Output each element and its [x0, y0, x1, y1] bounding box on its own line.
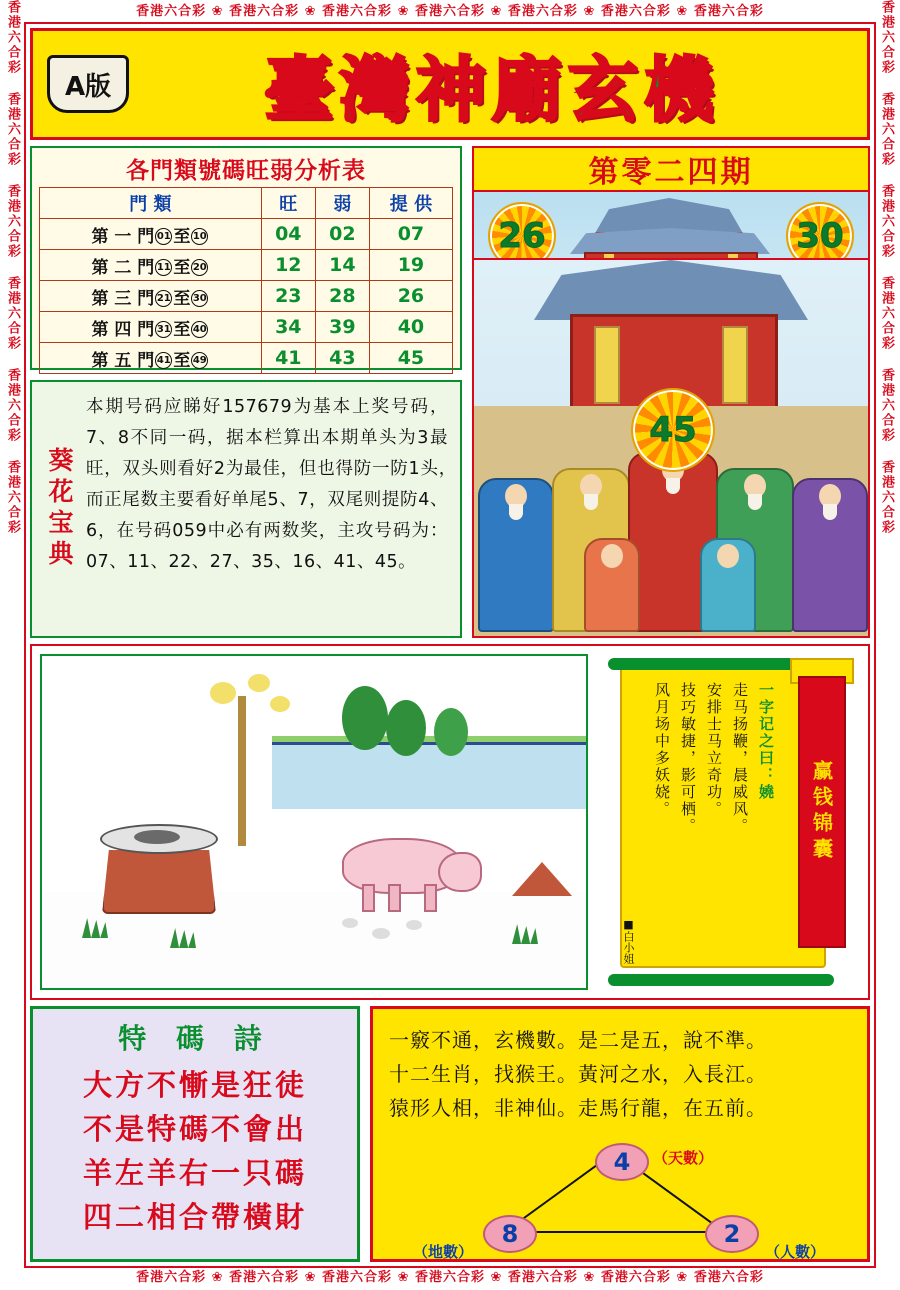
- marquee-left-text: 香港六合彩 香港六合彩 香港六合彩 香港六合彩 香港六合彩 香港六合彩: [5, 0, 20, 535]
- range-joiner: 至: [173, 226, 191, 247]
- cell-tigong: 07: [369, 219, 452, 250]
- temple-plaque-right: [722, 326, 748, 404]
- marquee-top: 香港六合彩 ❀ 香港六合彩 ❀ 香港六合彩 ❀ 香港六合彩 ❀ 香港六合彩 ❀ 香港六合彩 ❀ 香港六合彩: [0, 2, 900, 22]
- issue-label: 第零二四期: [588, 155, 754, 190]
- tree-foliage-icon: [434, 708, 468, 756]
- range-joiner: 至: [173, 319, 191, 340]
- triangle-right-label: （人數）: [765, 1243, 826, 1261]
- table-row: [40, 312, 453, 343]
- range-to: 10: [191, 228, 208, 245]
- scroll-line-3: 安排士马立奇功。: [705, 682, 723, 818]
- scroll-line-5: 风月场中多妖娆。: [653, 682, 671, 818]
- coin-value: 45: [649, 410, 697, 450]
- range-from: 11: [155, 259, 172, 276]
- range-joiner: 至: [173, 257, 191, 278]
- tree-foliage-icon: [342, 686, 388, 750]
- deity-beard: [584, 494, 598, 510]
- child-face: [717, 544, 739, 568]
- range-from: 21: [155, 290, 172, 307]
- cell-ruo: 02: [315, 219, 369, 250]
- scroll-line-1: 一字记之曰：嬈: [757, 682, 775, 801]
- cell-ruo: 43: [315, 343, 369, 374]
- rock-icon: [512, 862, 572, 896]
- sunflower-textbox: [30, 380, 466, 638]
- cell-wang: 34: [261, 312, 315, 343]
- deity-beard: [748, 494, 762, 510]
- triangle-top-number: 4: [595, 1143, 649, 1181]
- blossom-icon: [270, 696, 290, 712]
- special-poem-line: 羊左羊右一只碼: [82, 1156, 307, 1190]
- pig-leg-icon: [388, 884, 401, 912]
- title-banner: [30, 28, 870, 140]
- stone-icon: [342, 918, 358, 928]
- scroll-poem: [626, 682, 776, 950]
- scroll-signature: ■白小姐: [622, 918, 635, 964]
- well-hole-icon: [134, 830, 180, 844]
- col-wang: 旺: [261, 188, 315, 219]
- verse-line: 十二生肖，找猴王。黃河之水，入長江。: [389, 1062, 767, 1086]
- page-title: 臺灣神廟玄機: [264, 48, 720, 131]
- category-label: 第 四 門: [91, 319, 155, 340]
- child-figure: [584, 538, 640, 632]
- pig-illustration: [40, 654, 588, 990]
- cell-category: [40, 312, 262, 343]
- pig-head-icon: [438, 852, 482, 892]
- special-code-poem-panel: [30, 1006, 360, 1262]
- child-face: [601, 544, 623, 568]
- cell-category: [40, 343, 262, 374]
- temple-plaque-left: [594, 326, 620, 404]
- river-water: [272, 742, 588, 809]
- temple-illustration-lower: [472, 258, 870, 638]
- col-ruo: 弱: [315, 188, 369, 219]
- cell-tigong: 40: [369, 312, 452, 343]
- deity-figure: [792, 478, 868, 632]
- cell-wang: 41: [261, 343, 315, 374]
- range-to: 40: [191, 321, 208, 338]
- table-header-row: [40, 188, 453, 219]
- triangle-left-number: 8: [483, 1215, 537, 1253]
- sunflower-panel: [30, 380, 466, 638]
- cell-ruo: 39: [315, 312, 369, 343]
- triangle-edge-bottom: [523, 1231, 719, 1233]
- cell-wang: 04: [261, 219, 315, 250]
- cell-ruo: 28: [315, 281, 369, 312]
- edition-badge-label: A版: [47, 55, 129, 113]
- range-joiner: 至: [173, 350, 191, 371]
- blossom-icon: [248, 674, 270, 692]
- marquee-bottom: 香港六合彩 ❀ 香港六合彩 ❀ 香港六合彩 ❀ 香港六合彩 ❀ 香港六合彩 ❀ 香港六合彩 ❀ 香港六合彩: [0, 1268, 900, 1288]
- fortune-scroll-panel: [600, 654, 864, 990]
- tree-foliage-icon: [386, 700, 426, 756]
- verse-panel: [370, 1006, 870, 1262]
- marquee-left: [2, 0, 24, 1290]
- table-row: [40, 281, 453, 312]
- picture-and-scroll-row: [30, 644, 870, 1000]
- table-row: [40, 250, 453, 281]
- child-figure: [700, 538, 756, 632]
- deity-figure: [478, 478, 554, 632]
- col-category: 門 類: [40, 188, 262, 219]
- verse-line: 猿形人相，非神仙。走馬行龍，在五前。: [389, 1096, 767, 1120]
- cell-tigong: 45: [369, 343, 452, 374]
- scroll-side-label: 赢钱锦囊: [809, 760, 834, 864]
- scroll-line-2: 走马扬鞭，晨威风。: [731, 682, 749, 835]
- marquee-right-text: 香港六合彩 香港六合彩 香港六合彩 香港六合彩 香港六合彩 香港六合彩: [879, 0, 894, 535]
- analysis-table-title: 各門類號碼旺弱分析表: [126, 158, 366, 184]
- number-triangle: [373, 1137, 867, 1261]
- scroll-rod-bottom: [608, 974, 834, 986]
- deity-beard: [666, 478, 680, 494]
- scroll-line-4: 技巧敏捷，影可栖。: [679, 682, 697, 835]
- cell-tigong: 26: [369, 281, 452, 312]
- pig-leg-icon: [424, 884, 437, 912]
- verse-line: 一竅不通，玄機數。是二是五，說不準。: [389, 1028, 767, 1052]
- triangle-right-number: 2: [705, 1215, 759, 1253]
- content-area: [30, 28, 870, 1262]
- range-to: 30: [191, 290, 208, 307]
- special-poem-line: 大方不慚是狂徒: [82, 1068, 307, 1102]
- range-to: 49: [191, 352, 208, 369]
- blossom-icon: [210, 682, 236, 704]
- scroll-side-banner: [798, 676, 846, 948]
- cell-wang: 23: [261, 281, 315, 312]
- sunflower-paragraph: 本期号码应睇好157679为基本上奖号码，7、8不同一码，据本栏算出本期单头为3最旺，双头则看好2为最佳，但也得防一防1头， 而正尾数主要看好单尾5、7，双尾则提防4、6，在号码059中必有两数奖，主攻号码为：07、11、22、27、35、16、41、45。: [86, 397, 466, 572]
- cell-ruo: 14: [315, 250, 369, 281]
- special-poem-line: 不是特碼不會出: [82, 1112, 307, 1146]
- category-label: 第 五 門: [91, 350, 155, 371]
- table-row: [40, 219, 453, 250]
- range-from: 41: [155, 352, 172, 369]
- category-label: 第 三 門: [91, 288, 155, 309]
- marquee-right: [876, 0, 898, 1290]
- triangle-left-label: （地數）: [413, 1243, 474, 1261]
- edition-badge: [47, 54, 129, 114]
- range-from: 01: [155, 228, 172, 245]
- coin-value: 30: [796, 216, 844, 256]
- sunflower-label: 葵花宝典: [45, 447, 74, 571]
- special-poem-title: 特 碼 詩: [118, 1022, 272, 1055]
- coin-value: 26: [498, 216, 546, 256]
- category-label: 第 二 門: [91, 257, 155, 278]
- triangle-top-label: （天數）: [653, 1149, 714, 1167]
- range-to: 20: [191, 259, 208, 276]
- col-tigong: 提 供: [369, 188, 452, 219]
- issue-banner: [472, 146, 870, 192]
- triangle-edge-left: [512, 1159, 604, 1226]
- stone-icon: [406, 920, 422, 930]
- deity-beard: [509, 504, 523, 520]
- tree-trunk-icon: [238, 696, 246, 846]
- cell-wang: 12: [261, 250, 315, 281]
- table-row: [40, 343, 453, 374]
- range-from: 31: [155, 321, 172, 338]
- analysis-table: [39, 187, 453, 374]
- analysis-table-panel: [30, 146, 462, 370]
- category-label: 第 一 門: [91, 226, 155, 247]
- special-poem-line: 四二相合帶橫財: [82, 1200, 307, 1234]
- cell-category: [40, 250, 262, 281]
- lucky-number-coin: [631, 388, 715, 472]
- cell-category: [40, 281, 262, 312]
- deity-beard: [823, 504, 837, 520]
- stone-icon: [372, 928, 390, 939]
- range-joiner: 至: [173, 288, 191, 309]
- cell-tigong: 19: [369, 250, 452, 281]
- bottom-row: [30, 1006, 870, 1262]
- cell-category: [40, 219, 262, 250]
- pig-leg-icon: [362, 884, 375, 912]
